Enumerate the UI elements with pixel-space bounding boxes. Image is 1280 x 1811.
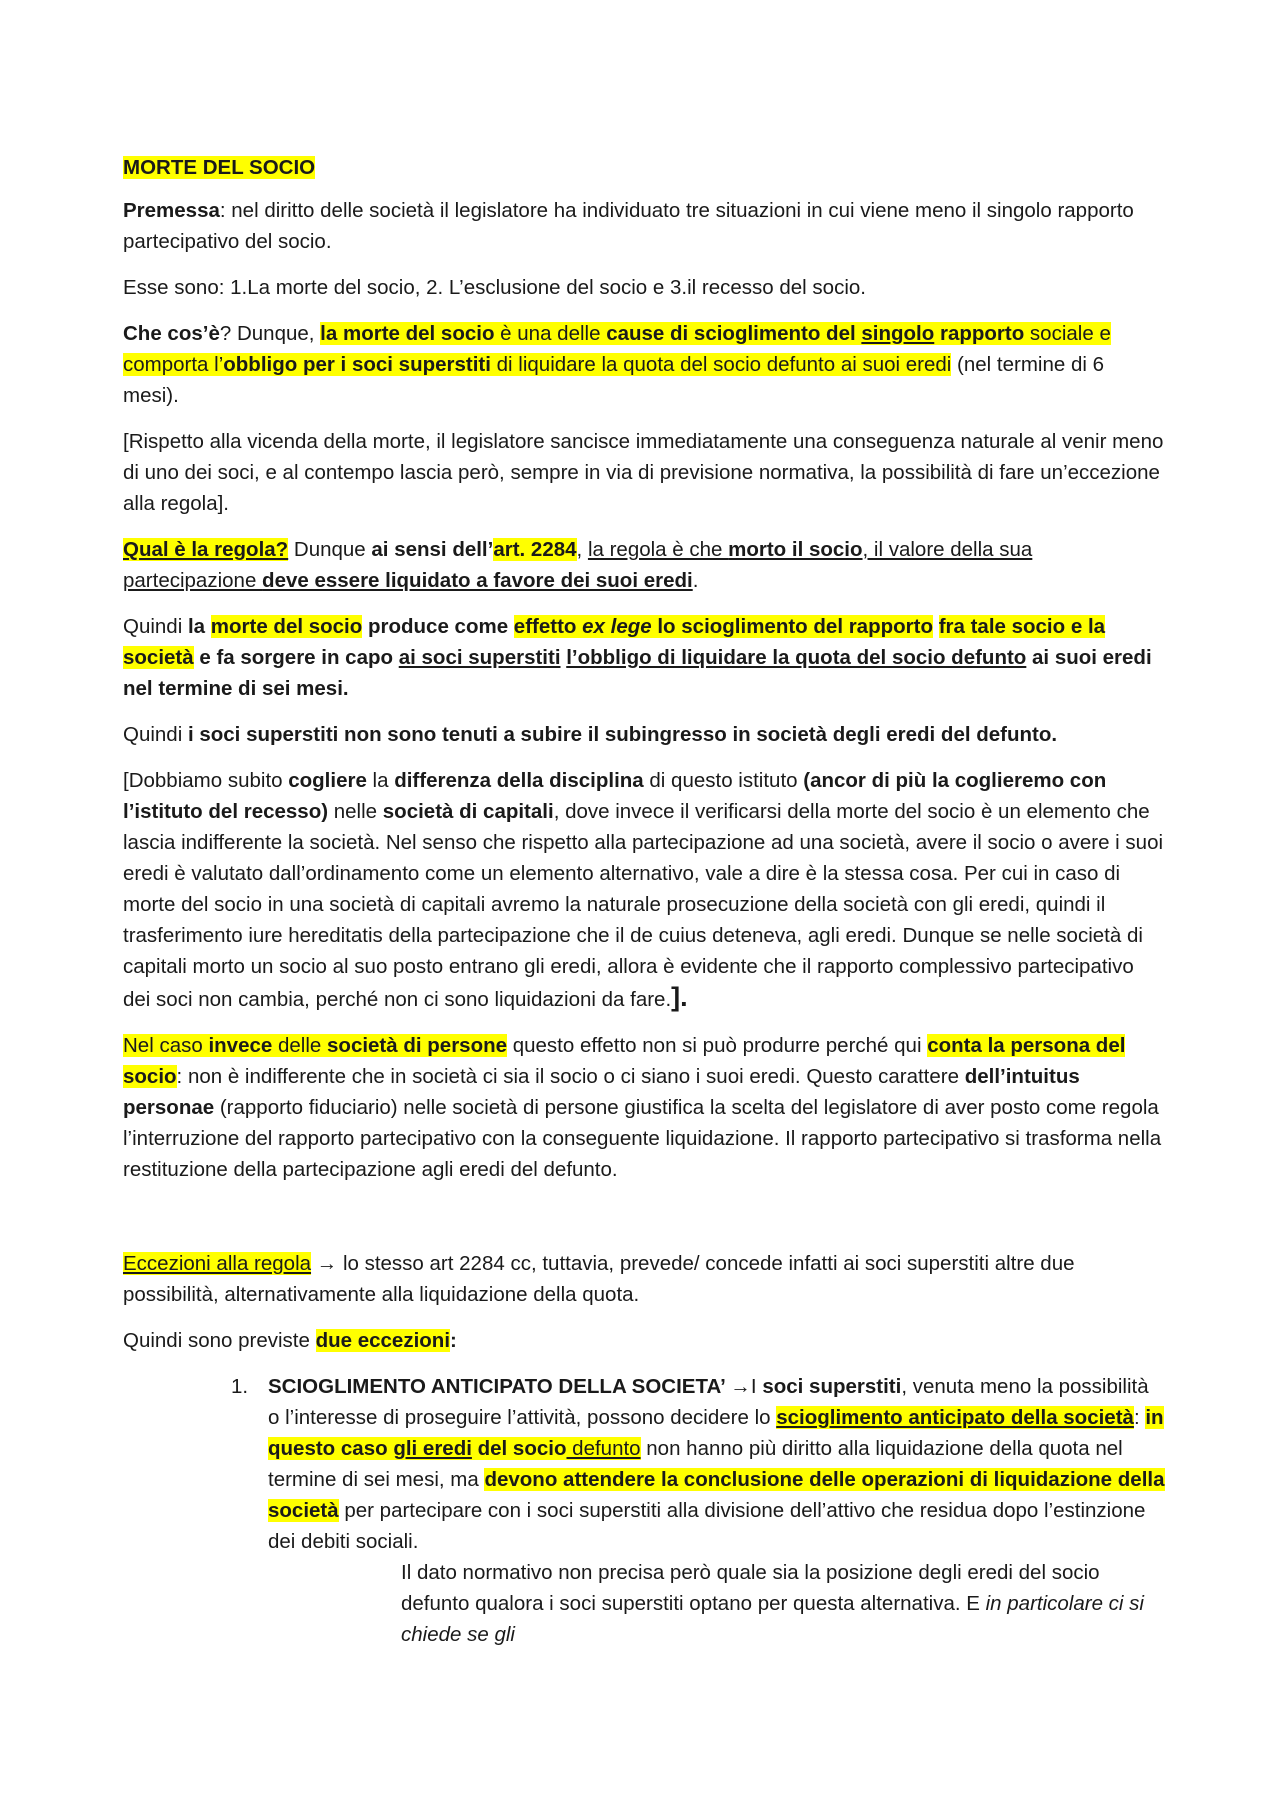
text-run: cause di scioglimento del <box>606 322 862 345</box>
text-run <box>933 615 939 638</box>
text-run: è una delle <box>494 322 607 345</box>
arrow-right-icon: → <box>311 1252 343 1275</box>
text-run: sociale e comporta l’ <box>123 322 1111 376</box>
text-run: ]. <box>671 982 688 1012</box>
article-reference: art. 2284 <box>493 538 577 561</box>
paragraph-rispetto: [Rispetto alla vicenda della morte, il legislatore sancisce immediatamente una conseguenza naturale al venir meno di uno dei soci, e al contempo lascia però, sempre in via di previsione normativa, la possibilità di fare un’eccezione alla regola]. <box>123 430 1164 515</box>
text-run: singolo <box>861 322 935 345</box>
text-run: . <box>692 569 699 592</box>
paragraph-premessa <box>123 195 1165 257</box>
text-run: la <box>366 769 395 792</box>
text-run: devono attendere la conclusione delle operazioni di liquidazione della società <box>268 1468 1165 1522</box>
text-run: , dove invece il verificarsi della morte del socio è un elemento che lascia indifferente la società. Nel senso che rispetto alla partecipazione ad una società, avere il socio o avere i suoi eredi è valutato dall’ordinamento come un elemento alternativo, vale a dire è la stessa cosa. Per cui in caso di morte del socio in una società di capitali avremo la naturale prosecuzione della società con gli eredi, quindi il trasferimento iure hereditatis della partecipazione che il de cuius deteneva, agli eredi. Dunque se nelle società di capitali morto un socio al suo posto entrano gli eredi, allora è evidente che il rapporto complessivo partecipativo dei soci non cambia, perché non ci sono liquidazioni da fare. <box>123 800 1164 1011</box>
text-run: due eccezioni <box>315 1329 451 1352</box>
text-run: defunto <box>566 1437 641 1460</box>
paragraph-che-cose <box>123 318 1165 411</box>
text-run: Dunque <box>288 538 372 561</box>
text-run: la regola è che <box>587 538 729 561</box>
text-run: (ancor di più la coglieremo con l’istituto del recesso) <box>123 769 1107 823</box>
text-run: rapporto <box>934 322 1025 345</box>
text-run: , il valore della sua partecipazione <box>123 538 1033 592</box>
text-run: : non è indifferente che in società ci sia il socio o ci siano i suoi eredi. Questo carattere <box>176 1065 965 1088</box>
text-run: Quindi <box>123 615 188 638</box>
text-run: ? Dunque, <box>219 322 321 345</box>
text-run: nelle <box>328 800 383 823</box>
text-run: questo effetto non si può produrre perché qui <box>507 1034 928 1057</box>
text-run: cogliere <box>288 769 367 792</box>
paragraph-persone <box>123 1030 1165 1185</box>
text-run: conta la persona del socio <box>123 1034 1126 1088</box>
text-run: : <box>450 1329 457 1352</box>
text-run: produce come <box>362 615 514 638</box>
exceptions-list <box>123 1371 1165 1557</box>
text-run: lo stesso art 2284 cc, tuttavia, prevede/ concede infatti ai soci superstiti altre due possibilità, alternativamente alla liquidazione della quota. <box>123 1252 1075 1306</box>
text-run: scioglimento anticipato della società <box>776 1406 1134 1429</box>
text-run: di liquidare la quota del socio defunto ai suoi eredi <box>490 353 952 376</box>
list-item <box>231 1371 1165 1557</box>
list-item-note <box>401 1557 1165 1650</box>
text-run: Quindi <box>123 723 188 746</box>
text-run: Nel caso <box>123 1034 209 1057</box>
text-run: fra tale socio e la società <box>123 615 1106 669</box>
text-run: di questo istituto <box>643 769 804 792</box>
question-label: Che cos’è <box>123 322 220 345</box>
paragraph-due-eccezioni <box>123 1325 1165 1356</box>
paragraph-capitali <box>123 765 1165 1015</box>
text-run: : <box>1133 1406 1146 1429</box>
text-run: non hanno più diritto alla liquidazione della quota nel termine di sei mesi, ma <box>268 1437 1123 1491</box>
arrow-right-icon: → <box>724 1375 751 1398</box>
title-text: MORTE DEL SOCIO <box>123 156 316 179</box>
text-run: differenza della disciplina <box>394 769 644 792</box>
text-run: deve essere liquidato a favore dei suoi eredi <box>262 569 693 592</box>
list-item-number: 1. <box>231 1375 249 1398</box>
text-run: Quindi sono previste <box>123 1329 316 1352</box>
blank-space <box>123 1200 1165 1248</box>
text-run: ai suoi eredi nel termine di sei mesi. <box>123 646 1152 700</box>
text-run: effetto <box>513 615 583 638</box>
text-run: obbligo per i soci superstiti <box>223 353 491 376</box>
paragraph-cases: Esse sono: 1.La morte del socio, 2. L’esclusione del socio e 3.il recesso del socio. <box>123 276 866 299</box>
text-run: (rapporto fiduciario) nelle società di persone giustifica la scelta del legislatore di aver posto come regola l’interruzione del rapporto partecipativo con la conseguente liquidazione. Il rapporto partecipativo si trasforma nella restituzione della partecipazione agli eredi del defunto. <box>123 1096 1162 1181</box>
text-run: e fa sorgere in capo <box>193 646 399 669</box>
paragraph-regola <box>123 534 1165 596</box>
text-run: società di persone <box>327 1034 508 1057</box>
text-run: soci superstiti <box>762 1375 902 1398</box>
text-run: gli eredi <box>393 1437 472 1460</box>
text-run: SCIOGLIMENTO ANTICIPATO DELLA SOCIETA’ <box>268 1375 725 1398</box>
premessa-label: Premessa <box>123 199 220 222</box>
text-run: , venuta meno la possibilità o l’interesse di proseguire l’attività, possono decidere lo <box>268 1375 1149 1429</box>
text-run: [Dobbiamo subito <box>123 769 289 792</box>
text-run: la morte del socio <box>320 322 495 345</box>
document-title <box>123 152 1165 183</box>
text-run: dell’intuitus personae <box>123 1065 1080 1119</box>
text-run: l’obbligo di liquidare la quota del socio defunto <box>566 646 1027 669</box>
text-run: del socio <box>471 1437 567 1460</box>
text-run: I <box>750 1375 763 1398</box>
text-run: , <box>576 538 588 561</box>
text-run: Eccezioni alla regola <box>123 1252 312 1275</box>
text-run: lo scioglimento del rapporto <box>651 615 933 638</box>
text-run: ex lege <box>582 615 652 638</box>
question-label: Qual è la regola? <box>123 538 289 561</box>
text-run: in questo caso <box>268 1406 1164 1460</box>
text-run: per partecipare con i soci superstiti alla divisione dell’attivo che residua dopo l’estinzione dei debiti sociali. <box>268 1499 1146 1553</box>
premessa-text: : nel diritto delle società il legislatore ha individuato tre situazioni in cui viene meno il singolo rapporto partecipativo del socio. <box>123 199 1134 253</box>
text-run: Il dato normativo non precisa però quale sia la posizione degli eredi del socio defunto qualora i soci superstiti optano per questa alternativa. E <box>401 1561 1100 1615</box>
text-run: i soci superstiti non sono tenuti a subire il subingresso in società degli eredi del defunto. <box>187 723 1058 746</box>
text-run: invece <box>208 1034 273 1057</box>
text-run: società di capitali <box>382 800 554 823</box>
text-run: ai sensi dell’ <box>371 538 494 561</box>
text-run: ai soci superstiti <box>398 646 561 669</box>
paragraph-eccezioni <box>123 1248 1165 1310</box>
text-run: morte del socio <box>210 615 363 638</box>
text-run: in particolare ci si chiede se gli <box>401 1592 1144 1646</box>
paragraph-effetto <box>123 611 1165 704</box>
paragraph-superstiti <box>123 719 1165 750</box>
text-run: la <box>187 615 211 638</box>
text-run: (nel termine di 6 mesi). <box>123 353 1105 407</box>
text-run: delle <box>272 1034 328 1057</box>
text-run: morto il socio <box>728 538 863 561</box>
